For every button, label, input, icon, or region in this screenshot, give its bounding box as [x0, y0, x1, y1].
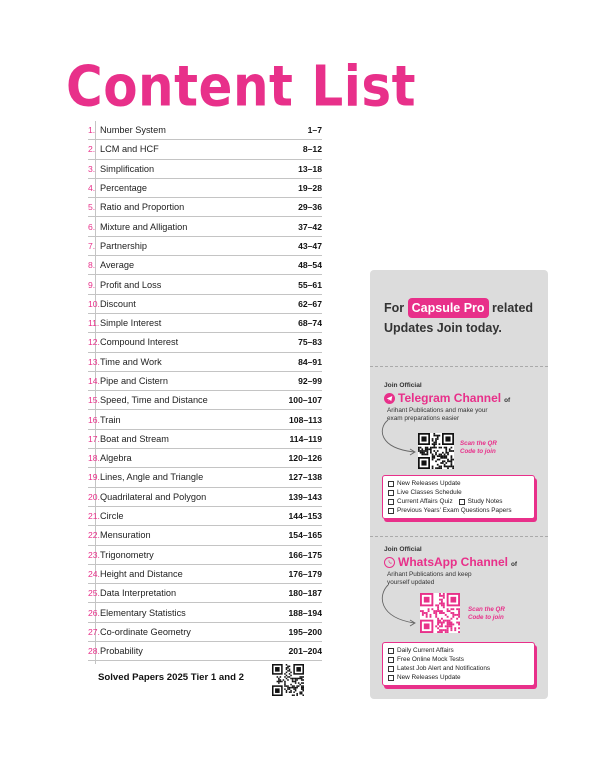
toc-row[interactable]: [88, 314, 322, 333]
checkbox-icon: [388, 657, 394, 663]
toc-topic: Trigonometry: [100, 549, 154, 560]
toc-pages: 68–74: [298, 318, 322, 329]
toc-row[interactable]: [88, 160, 322, 179]
toc-number: 19.: [88, 472, 100, 483]
list-item-label: New Releases Update: [397, 674, 461, 681]
dashed-divider: [370, 536, 548, 537]
telegram-icon: [384, 393, 395, 404]
whatsapp-scan-line1: Scan the QR: [468, 606, 505, 613]
toc-row[interactable]: [88, 179, 322, 198]
whatsapp-info-box: [382, 642, 535, 686]
panel-heading: [384, 298, 533, 338]
toc-topic: Probability: [100, 646, 143, 657]
toc-pages: 19–28: [298, 183, 322, 194]
toc-number: 20.: [88, 491, 100, 502]
curved-arrow-icon: [376, 418, 418, 458]
toc-row[interactable]: [88, 526, 322, 545]
toc-row[interactable]: [88, 546, 322, 565]
toc-number: 11.: [88, 318, 100, 329]
toc-row[interactable]: [88, 623, 322, 642]
list-item: [388, 488, 529, 497]
toc-topic: Data Interpretation: [100, 588, 177, 599]
checkbox-icon: [388, 675, 394, 681]
toc-number: 3.: [88, 163, 96, 174]
toc-row[interactable]: [88, 217, 322, 236]
toc-pages: 166–175: [288, 549, 322, 560]
telegram-desc-line2: exam preparations easier: [387, 415, 460, 422]
toc-pages: 201–204: [288, 646, 322, 657]
toc-number: 24.: [88, 568, 100, 579]
toc-topic: Mixture and Alligation: [100, 221, 188, 232]
list-item-label: Previous Years' Exam Questions Papers: [397, 507, 512, 514]
toc-topic: Mensuration: [100, 530, 151, 541]
toc-topic: Pipe and Cistern: [100, 376, 168, 386]
panel-head-line2: Updates Join today.: [384, 321, 502, 335]
toc-pages: 195–200: [288, 626, 322, 637]
toc-topic: Quadrilateral and Polygon: [100, 491, 207, 502]
toc-number: 4.: [88, 183, 96, 194]
toc-row[interactable]: [88, 468, 322, 487]
capsule-pro-badge: Capsule Pro: [408, 298, 489, 318]
toc-row[interactable]: [88, 198, 322, 217]
toc-topic: Algebra: [100, 453, 132, 464]
toc-number: 5.: [88, 202, 96, 213]
toc-row[interactable]: [88, 488, 322, 507]
toc-pages: 92–99: [298, 376, 322, 386]
toc-number: 17.: [88, 433, 100, 444]
telegram-info-box: [382, 475, 535, 519]
whatsapp-desc-line1: Arihant Publications and keep: [387, 571, 472, 578]
list-item-label: Free Online Mock Tests: [397, 656, 465, 663]
toc-topic: Height and Distance: [100, 568, 183, 579]
toc-topic: Partnership: [100, 240, 147, 251]
toc-topic: Simplification: [100, 163, 155, 174]
toc-row[interactable]: [88, 121, 322, 140]
toc-pages: 139–143: [288, 491, 322, 502]
toc-pages: 29–36: [298, 202, 322, 213]
toc-topic: Time and Work: [100, 356, 162, 367]
toc-topic: Percentage: [100, 183, 147, 194]
toc-row[interactable]: [88, 372, 322, 391]
toc-row[interactable]: [88, 295, 322, 314]
telegram-of: of: [504, 396, 511, 404]
toc-number: 12.: [88, 337, 100, 348]
checkbox-icon: [388, 490, 394, 496]
curved-arrow-icon: [376, 583, 418, 629]
panel-head-for: For: [384, 301, 405, 315]
toc-topic: Elementary Statistics: [100, 607, 186, 618]
toc-number: 8.: [88, 260, 96, 271]
whatsapp-channel-name: WhatsApp Channel: [398, 555, 508, 569]
toc-number: 7.: [88, 240, 96, 251]
solved-papers-qr-code[interactable]: [272, 664, 304, 696]
toc-number: 21.: [88, 511, 100, 522]
list-item-label: Live Classes Schedule: [397, 489, 462, 496]
toc-row[interactable]: [88, 449, 322, 468]
toc-number: 22.: [88, 530, 100, 541]
toc-row[interactable]: [88, 565, 322, 584]
whatsapp-desc-line2: yourself updated: [387, 579, 435, 586]
telegram-qr-code[interactable]: [418, 433, 454, 469]
toc-row[interactable]: [88, 584, 322, 603]
updates-panel: [370, 270, 548, 699]
whatsapp-join-label: Join Official: [384, 546, 422, 553]
toc-row[interactable]: [88, 603, 322, 622]
toc-topic: Profit and Loss: [100, 279, 162, 290]
telegram-channel-title[interactable]: [384, 391, 510, 405]
whatsapp-scan-text: [468, 606, 505, 622]
list-item: [388, 664, 529, 673]
whatsapp-of: of: [511, 560, 518, 568]
table-of-contents: [88, 121, 322, 661]
toc-pages: 75–83: [298, 337, 322, 348]
toc-number: 2.: [88, 144, 96, 155]
checkbox-icon: [388, 648, 394, 654]
list-item: [388, 506, 529, 515]
toc-topic: Simple Interest: [100, 318, 162, 329]
list-item-label: New Releases Update: [397, 480, 461, 487]
toc-topic: Discount: [100, 298, 136, 309]
telegram-scan-line2: Code to join: [460, 448, 496, 455]
toc-row[interactable]: [88, 256, 322, 275]
toc-pages: 48–54: [298, 260, 322, 271]
toc-number: 18.: [88, 453, 100, 464]
toc-pages: 154–165: [288, 530, 322, 541]
list-item-label: Daily Current Affairs: [397, 647, 454, 654]
solved-papers-label: Solved Papers 2025 Tier 1 and 2: [98, 672, 244, 683]
toc-pages: 180–187: [288, 588, 322, 599]
toc-pages: 43–47: [298, 240, 322, 251]
telegram-scan-line1: Scan the QR: [460, 440, 497, 447]
toc-row[interactable]: [88, 353, 322, 372]
toc-number: 23.: [88, 549, 100, 560]
toc-number: 1.: [88, 125, 96, 136]
telegram-desc-line1: Arihant Publications and make your: [387, 407, 488, 414]
whatsapp-channel-title[interactable]: [384, 555, 517, 569]
toc-pages: 8–12: [302, 144, 322, 155]
whatsapp-qr-code[interactable]: [420, 593, 460, 633]
whatsapp-icon: [384, 557, 395, 568]
toc-pages: 188–194: [288, 607, 322, 618]
toc-number: 26.: [88, 607, 100, 618]
telegram-join-label: Join Official: [384, 382, 422, 389]
toc-number: 28.: [88, 646, 100, 657]
toc-topic: Circle: [100, 511, 124, 522]
toc-number: 15.: [88, 395, 100, 406]
dashed-divider: [370, 366, 548, 367]
telegram-scan-text: [460, 440, 497, 456]
list-item: [388, 673, 529, 682]
checkbox-icon: [388, 508, 394, 514]
list-item: [388, 646, 529, 655]
checkbox-icon: [388, 666, 394, 672]
toc-number: 6.: [88, 221, 96, 232]
whatsapp-scan-line2: Code to join: [468, 614, 504, 621]
toc-row[interactable]: [88, 642, 322, 661]
toc-pages: 100–107: [288, 395, 322, 406]
toc-pages: 176–179: [288, 568, 322, 579]
toc-row[interactable]: [88, 410, 322, 429]
toc-topic: LCM and HCF: [100, 144, 159, 155]
toc-topic: Train: [100, 414, 121, 425]
list-item: [459, 497, 503, 506]
toc-topic: Compound Interest: [100, 337, 179, 348]
toc-row[interactable]: [88, 391, 322, 410]
toc-topic: Average: [100, 260, 135, 271]
toc-number: 25.: [88, 588, 100, 599]
toc-topic: Number System: [100, 125, 166, 136]
toc-topic: Speed, Time and Distance: [100, 395, 208, 406]
toc-pages: 55–61: [298, 279, 322, 290]
toc-topic: Boat and Stream: [100, 433, 169, 444]
toc-number: 9.: [88, 279, 96, 290]
toc-pages: 13–18: [298, 163, 322, 174]
toc-row[interactable]: [88, 140, 322, 159]
list-item-label: Study Notes: [467, 498, 503, 505]
toc-pages: 108–113: [289, 414, 322, 425]
list-item: [388, 497, 453, 506]
list-item: [388, 479, 529, 488]
toc-number: 27.: [88, 626, 100, 637]
panel-head-related: related: [492, 301, 534, 315]
toc-pages: 114–119: [289, 433, 322, 444]
telegram-channel-name: Telegram Channel: [398, 391, 502, 405]
toc-topic: Ratio and Proportion: [100, 202, 185, 213]
toc-pages: 127–138: [288, 472, 322, 483]
page-title: Content List: [66, 54, 417, 119]
toc-pages: 37–42: [298, 221, 322, 232]
list-item-label: Current Affairs Quiz: [397, 498, 453, 505]
toc-number: 16.: [88, 414, 100, 425]
toc-pages: 62–67: [298, 298, 322, 309]
toc-row[interactable]: [88, 275, 322, 294]
toc-topic: Co-ordinate Geometry: [100, 626, 191, 637]
toc-number: 10.: [88, 298, 100, 309]
checkbox-icon: [459, 499, 465, 505]
list-item-label: Latest Job Alert and Notifications: [397, 665, 491, 672]
toc-row[interactable]: [88, 237, 322, 256]
toc-row[interactable]: [88, 430, 322, 449]
toc-pages: 144–153: [288, 511, 322, 522]
toc-number: 13.: [88, 356, 100, 367]
list-item: [388, 655, 529, 664]
toc-pages: 120–126: [288, 453, 322, 464]
checkbox-icon: [388, 499, 394, 505]
toc-topic: Lines, Angle and Triangle: [100, 472, 204, 483]
toc-row[interactable]: [88, 333, 322, 352]
toc-row[interactable]: [88, 507, 322, 526]
toc-number: 14.: [88, 376, 100, 386]
checkbox-icon: [388, 481, 394, 487]
toc-pages: 1–7: [307, 125, 322, 136]
toc-pages: 84–91: [298, 356, 322, 367]
